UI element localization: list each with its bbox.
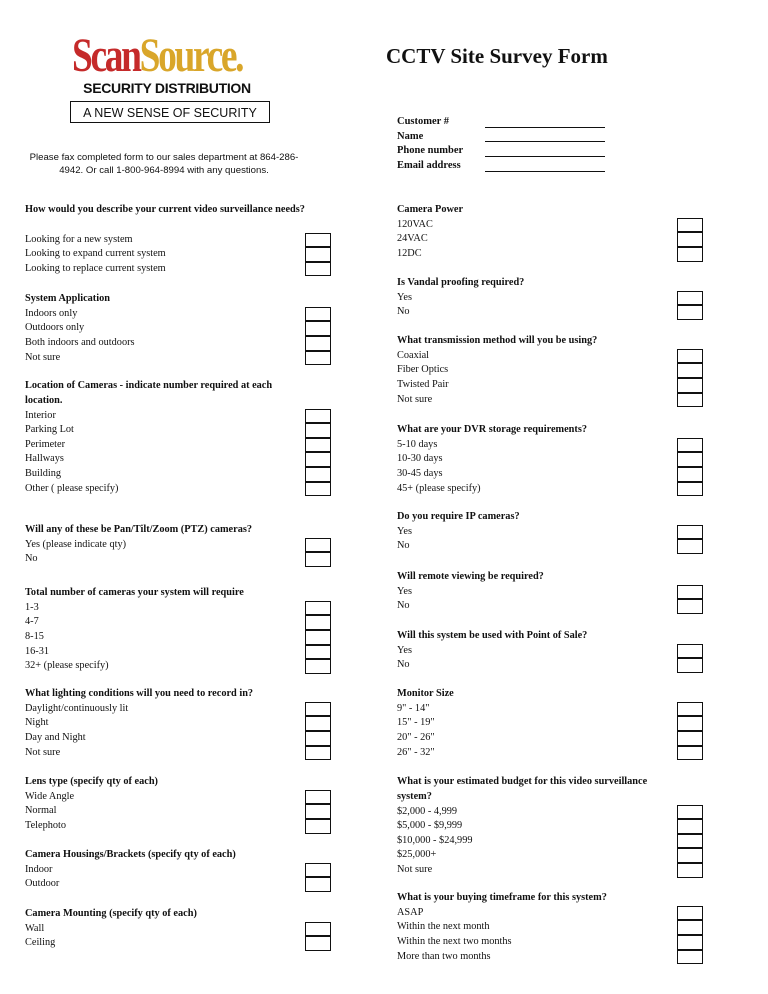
customer-field-input-line[interactable]	[485, 171, 605, 172]
option-label: More than two months	[397, 950, 491, 962]
answer-checkbox[interactable]	[677, 599, 703, 614]
option-label: No	[25, 553, 38, 565]
option-label: 26" - 32"	[397, 746, 435, 758]
option-label: 15" - 19"	[397, 717, 435, 729]
right-section	[397, 203, 679, 262]
option-label: $25,000+	[397, 849, 437, 861]
option-label: Outdoor	[25, 878, 60, 890]
question-label: Camera Power	[397, 204, 464, 215]
question-label: Location of Cameras - indicate number required at each location.	[25, 380, 273, 406]
left-section	[25, 379, 305, 496]
question-label: What are your DVR storage requirements?	[397, 424, 587, 435]
option-label: 30-45 days	[397, 467, 443, 479]
left-section	[25, 292, 305, 365]
option-label: Both indoors and outdoors	[25, 336, 135, 348]
answer-checkbox[interactable]	[305, 233, 331, 248]
answer-checkbox[interactable]	[677, 232, 703, 247]
option-label: Fiber Optics	[397, 364, 449, 376]
customer-field-label: Email address	[397, 160, 461, 172]
answer-checkbox[interactable]	[677, 906, 703, 921]
answer-checkbox[interactable]	[305, 659, 331, 674]
answer-checkbox[interactable]	[305, 247, 331, 262]
answer-checkbox[interactable]	[677, 438, 703, 453]
question-label: Lens type (specify qty of each)	[25, 776, 158, 787]
option-label: Ceiling	[25, 937, 56, 949]
answer-checkbox[interactable]	[305, 630, 331, 645]
option-label: Yes	[397, 644, 412, 656]
option-label: No	[397, 306, 410, 318]
answer-checkbox[interactable]	[305, 538, 331, 553]
customer-field-input-line[interactable]	[485, 127, 605, 128]
page-title: CCTV Site Survey Form	[386, 44, 608, 68]
answer-checkbox[interactable]	[677, 539, 703, 554]
answer-checkbox[interactable]	[677, 658, 703, 673]
option-label: 4-7	[25, 616, 39, 628]
right-section	[397, 510, 679, 554]
answer-checkbox[interactable]	[305, 746, 331, 761]
option-label: Night	[25, 717, 49, 729]
answer-checkbox[interactable]	[305, 452, 331, 467]
option-label: Parking Lot	[25, 424, 74, 436]
answer-checkbox[interactable]	[677, 819, 703, 834]
option-label: Coaxial	[397, 349, 430, 361]
customer-field-label: Customer #	[397, 116, 450, 127]
answer-checkbox[interactable]	[677, 452, 703, 467]
answer-checkbox[interactable]	[677, 305, 703, 320]
option-label: 12DC	[397, 247, 422, 259]
answer-checkbox[interactable]	[305, 615, 331, 630]
answer-checkbox[interactable]	[305, 936, 331, 951]
answer-checkbox[interactable]	[305, 702, 331, 717]
option-label: 45+ (please specify)	[397, 482, 481, 494]
option-label: Outdoors only	[25, 322, 85, 334]
question-label: Camera Housings/Brackets (specify qty of each)	[25, 849, 236, 860]
question-label: What lighting conditions will you need to record in?	[25, 688, 254, 699]
question-label: What is your buying timeframe for this system?	[397, 892, 607, 903]
right-section	[397, 276, 679, 320]
option-label: No	[397, 600, 410, 612]
option-label: No	[397, 540, 410, 552]
option-label: 5-10 days	[397, 438, 438, 450]
answer-checkbox[interactable]	[677, 378, 703, 393]
answer-checkbox[interactable]	[305, 423, 331, 438]
answer-checkbox[interactable]	[305, 731, 331, 746]
answer-checkbox[interactable]	[305, 601, 331, 616]
answer-checkbox[interactable]	[305, 307, 331, 322]
answer-checkbox[interactable]	[305, 804, 331, 819]
right-section	[397, 687, 679, 760]
customer-field-row	[397, 159, 607, 174]
question-label: Monitor Size	[397, 688, 454, 699]
answer-checkbox[interactable]	[677, 731, 703, 746]
option-label: ASAP	[397, 906, 424, 918]
left-section	[25, 687, 305, 760]
customer-field-label: Name	[397, 130, 424, 142]
answer-checkbox[interactable]	[677, 848, 703, 863]
left-section	[25, 775, 305, 834]
customer-field-input-line[interactable]	[485, 156, 605, 157]
question-label: Will remote viewing be required?	[397, 571, 544, 582]
answer-checkbox[interactable]	[305, 819, 331, 834]
answer-checkbox[interactable]	[305, 863, 331, 878]
option-label: Normal	[25, 805, 57, 817]
answer-checkbox[interactable]	[677, 363, 703, 378]
answer-checkbox[interactable]	[305, 716, 331, 731]
option-label: Building	[25, 467, 62, 479]
option-label: 8-15	[25, 630, 44, 642]
question-label: Is Vandal proofing required?	[397, 277, 525, 288]
question-label: System Application	[25, 293, 110, 304]
option-label: Telephoto	[25, 819, 67, 831]
right-section	[397, 891, 679, 964]
scansource-logo	[62, 30, 270, 130]
option-label: 120VAC	[397, 218, 433, 230]
option-label: Yes	[397, 585, 412, 597]
option-label: Perimeter	[25, 438, 66, 450]
answer-checkbox[interactable]	[677, 291, 703, 306]
answer-checkbox[interactable]	[305, 409, 331, 424]
option-label: Twisted Pair	[397, 378, 449, 390]
customer-info	[397, 115, 607, 174]
option-label: 9" - 14"	[397, 702, 430, 714]
question-label: Do you require IP cameras?	[397, 511, 520, 522]
option-label: $5,000 - $9,999	[397, 820, 463, 832]
left-section	[25, 907, 305, 951]
option-label: Day and Night	[25, 731, 86, 743]
answer-checkbox[interactable]	[305, 482, 331, 497]
logo-tagline: A NEW SENSE OF SECURITY	[70, 101, 270, 123]
answer-checkbox[interactable]	[305, 438, 331, 453]
logo-wordmark: ScanSource.	[72, 29, 243, 82]
option-label: Indoors only	[25, 307, 78, 319]
answer-checkbox[interactable]	[677, 805, 703, 820]
answer-checkbox[interactable]	[677, 702, 703, 717]
option-label: Within the next month	[397, 921, 490, 933]
question-label: Camera Mounting (specify qty of each)	[25, 908, 197, 919]
customer-field-row	[397, 144, 607, 159]
answer-checkbox[interactable]	[677, 716, 703, 731]
answer-checkbox[interactable]	[677, 247, 703, 262]
option-label: Hallways	[25, 453, 64, 465]
answer-checkbox[interactable]	[305, 790, 331, 805]
answer-checkbox[interactable]	[677, 834, 703, 849]
answer-checkbox[interactable]	[677, 482, 703, 497]
option-label: Other ( please specify)	[25, 482, 119, 494]
question-label: Will any of these be Pan/Tilt/Zoom (PTZ) cameras?	[25, 524, 252, 535]
option-label: Yes	[397, 291, 412, 303]
option-label: 10-30 days	[397, 453, 443, 465]
answer-checkbox[interactable]	[677, 218, 703, 233]
option-label: Not sure	[397, 393, 433, 405]
left-section	[25, 203, 305, 276]
answer-checkbox[interactable]	[305, 922, 331, 937]
right-section	[397, 423, 679, 496]
option-label: No	[397, 659, 410, 671]
customer-field-row	[397, 115, 607, 130]
option-label: Wide Angle	[25, 790, 75, 802]
answer-checkbox[interactable]	[305, 351, 331, 366]
option-label: Interior	[25, 409, 56, 421]
question-label: Total number of cameras your system will require	[25, 587, 244, 598]
answer-checkbox[interactable]	[677, 935, 703, 950]
answer-checkbox[interactable]	[677, 920, 703, 935]
customer-field-row	[397, 130, 607, 145]
option-label: 16-31	[25, 645, 50, 657]
option-label: Looking to expand current system	[25, 248, 166, 260]
answer-checkbox[interactable]	[305, 467, 331, 482]
answer-checkbox[interactable]	[305, 645, 331, 660]
option-label: 1-3	[25, 601, 39, 613]
right-section	[397, 570, 679, 614]
answer-checkbox[interactable]	[305, 877, 331, 892]
answer-checkbox[interactable]	[677, 746, 703, 761]
right-section	[397, 629, 679, 673]
option-label: Not sure	[397, 863, 433, 875]
customer-field-label: Phone number	[397, 145, 464, 157]
question-label: Will this system be used with Point of Sale?	[397, 630, 588, 641]
option-label: Wall	[25, 922, 45, 934]
answer-checkbox[interactable]	[677, 950, 703, 965]
option-label: Looking to replace current system	[25, 262, 166, 274]
answer-checkbox[interactable]	[677, 585, 703, 600]
answer-checkbox[interactable]	[305, 262, 331, 277]
answer-checkbox[interactable]	[677, 349, 703, 364]
left-section	[25, 523, 305, 567]
answer-checkbox[interactable]	[677, 393, 703, 408]
logo-subtitle: SECURITY DISTRIBUTION	[83, 80, 251, 96]
answer-checkbox[interactable]	[677, 525, 703, 540]
fax-instructions: Please fax completed form to our sales department at 864-286-4942. Or call 1-800-964-8994 with any questions.	[29, 152, 299, 176]
option-label: Indoor	[25, 863, 53, 875]
option-label: Yes	[397, 525, 412, 537]
customer-field-input-line[interactable]	[485, 141, 605, 142]
left-section	[25, 848, 305, 892]
option-label: Not sure	[25, 351, 61, 363]
left-section	[25, 586, 305, 674]
answer-checkbox[interactable]	[305, 336, 331, 351]
answer-checkbox[interactable]	[677, 863, 703, 878]
answer-checkbox[interactable]	[677, 644, 703, 659]
option-label: Looking for a new system	[25, 233, 133, 245]
question-label: How would you describe your current video surveillance needs?	[25, 204, 305, 215]
option-label: 32+ (please specify)	[25, 660, 109, 672]
option-label: Not sure	[25, 746, 61, 758]
question-label: What is your estimated budget for this video surveillance system?	[397, 776, 648, 802]
answer-checkbox[interactable]	[305, 552, 331, 567]
option-label: Yes (please indicate qty)	[25, 538, 127, 550]
question-label: What transmission method will you be using?	[397, 335, 598, 346]
option-label: Daylight/continuously lit	[25, 702, 129, 714]
right-section	[397, 775, 679, 878]
answer-checkbox[interactable]	[677, 467, 703, 482]
option-label: $2,000 - 4,999	[397, 805, 458, 817]
option-label: Within the next two months	[397, 935, 512, 947]
answer-checkbox[interactable]	[305, 321, 331, 336]
right-section	[397, 334, 679, 407]
option-label: $10,000 - $24,999	[397, 834, 473, 846]
option-label: 24VAC	[397, 233, 428, 245]
option-label: 20" - 26"	[397, 731, 435, 743]
